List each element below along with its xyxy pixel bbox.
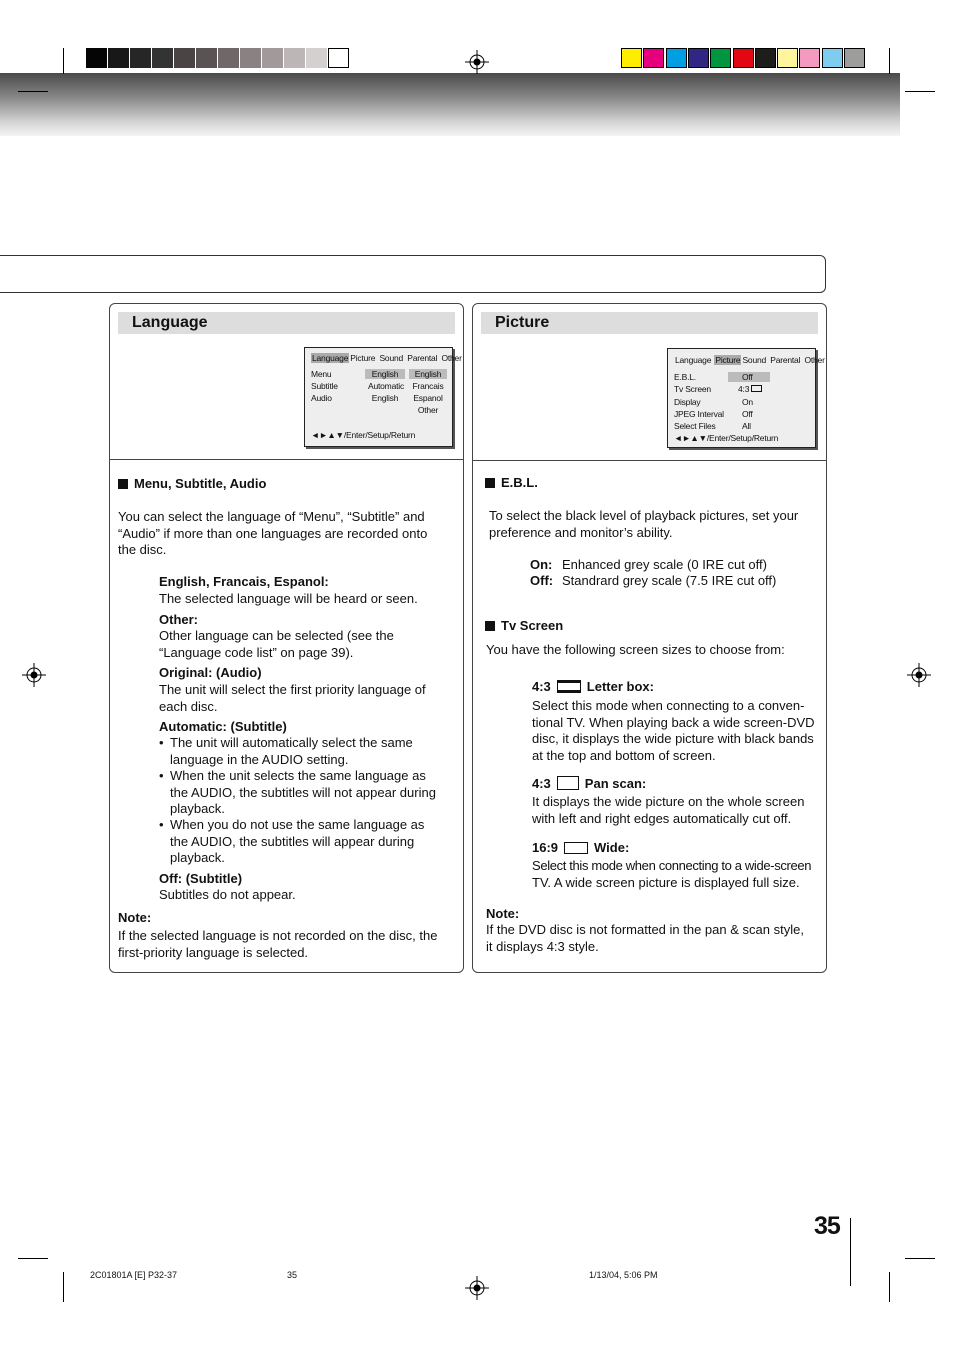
gray-swatch [130, 48, 151, 68]
osd-value: 4:3 [738, 384, 762, 394]
option-label: On: [530, 557, 553, 572]
section-heading: E.B.L. [485, 475, 538, 492]
gray-swatch [328, 48, 349, 68]
option-text: TV. A wide screen picture is displayed full size. [532, 875, 800, 890]
note-text: it displays 4:3 style. [486, 938, 599, 954]
option-title: 4:3 Pan scan: [532, 776, 647, 791]
color-swatch [733, 48, 754, 68]
color-swatch [844, 48, 865, 68]
option-text: language in the AUDIO setting. [170, 751, 349, 767]
osd-label: JPEG Interval [674, 409, 724, 419]
bullet-icon: • [159, 817, 164, 832]
option-text: tional TV. When playing back a wide screen-DVD [532, 714, 815, 730]
option-text: playback. [170, 850, 225, 865]
osd-value: All [742, 421, 751, 431]
panel-title: Picture [481, 312, 818, 334]
option-title: 16:9 Wide: [532, 840, 630, 855]
option-text: playback. [170, 801, 225, 816]
footer-page: 35 [287, 1270, 298, 1280]
square-bullet-icon [485, 478, 495, 488]
footer-code: 2C01801A [E] P32-37 [90, 1270, 178, 1280]
note-text: first-priority language is selected. [118, 944, 309, 960]
registration-mark-icon [465, 50, 489, 74]
osd-option: Espanol [413, 393, 443, 403]
gray-swatch [240, 48, 261, 68]
bullet-icon: • [159, 768, 164, 783]
note-title: Note: [118, 910, 152, 925]
option-text: It displays the wide picture on the whole screen [532, 794, 805, 809]
color-swatch [755, 48, 776, 68]
picture-panel [472, 303, 827, 973]
crop-mark [63, 48, 64, 74]
osd-tab: Sound [742, 355, 767, 365]
panel-divider [110, 459, 463, 460]
intro-line: You can select the language of “Menu”, “Subtitle” and [118, 509, 425, 524]
osd-tab: Sound [379, 353, 404, 363]
option-title: Off: (Subtitle) [159, 871, 243, 886]
crop-mark [18, 91, 48, 92]
color-swatch [710, 48, 731, 68]
option-text: at the top and bottom of screen. [532, 747, 716, 763]
option-text: Other language can be selected (see the [159, 628, 394, 643]
osd-tabs [311, 353, 463, 363]
color-swatch [666, 48, 687, 68]
option-text: The unit will select the first priority language of [159, 682, 426, 697]
square-bullet-icon [485, 621, 495, 631]
osd-tab: Other [804, 355, 825, 365]
osd-option: English [409, 369, 447, 379]
gray-swatch [218, 48, 239, 68]
header-band [0, 73, 900, 136]
page-number-rule [850, 1218, 851, 1286]
osd-option: Francais [412, 381, 444, 391]
option-text: Select this mode when connecting to a wide-screen [532, 858, 812, 873]
language-panel [109, 303, 464, 973]
option-text: Subtitles do not appear. [159, 887, 296, 902]
osd-tab: Language [312, 353, 349, 363]
osd-tab: Parental [407, 353, 438, 363]
color-swatch [799, 48, 820, 68]
section-heading: Menu, Subtitle, Audio [118, 476, 266, 493]
osd-label: Display [674, 396, 701, 407]
picture-osd-menu [667, 348, 825, 448]
crop-mark [889, 48, 890, 74]
osd-tabs [674, 355, 826, 365]
option-label: Off: [530, 573, 554, 588]
gray-swatch [196, 48, 217, 68]
crop-mark [905, 1258, 935, 1259]
osd-footer: ◄►▲▼/Enter/Setup/Return [674, 433, 779, 443]
option-title: 4:3 Letter box: [532, 679, 654, 694]
registration-mark-icon [465, 1276, 489, 1300]
option-text: disc, it displays the wide picture with black bands [532, 731, 814, 746]
letterbox-icon [557, 680, 581, 693]
option-title: Other: [159, 612, 198, 627]
color-swatch [822, 48, 843, 68]
panel-divider [473, 460, 826, 461]
body-text: You have the following screen sizes to choose from: [486, 642, 785, 657]
osd-value: Off [742, 409, 753, 419]
section-bar [0, 255, 826, 293]
osd-value: English [371, 393, 399, 403]
square-bullet-icon [118, 479, 128, 489]
option-text: When the unit selects the same language as [170, 768, 426, 783]
osd-label: Tv Screen [674, 384, 711, 394]
crop-mark [905, 91, 935, 92]
option-text: Enhanced grey scale (0 IRE cut off) [562, 557, 767, 572]
osd-tab: Language [675, 355, 712, 365]
note-text: If the selected language is not recorded on the disc, the [118, 928, 438, 943]
osd-value: Automatic [368, 381, 404, 391]
osd-value: Off [728, 372, 770, 382]
screen-icon [751, 385, 762, 392]
body-text: preference and monitor’s ability. [489, 524, 673, 540]
color-swatch [621, 48, 642, 68]
osd-label: Subtitle [311, 381, 338, 391]
body-text: To select the black level of playback pictures, set your [489, 508, 799, 523]
osd-tab: Other [441, 353, 462, 363]
gray-swatch [152, 48, 173, 68]
intro-line: “Audio” if more than one languages are recorded onto [118, 525, 428, 541]
color-swatch [688, 48, 709, 68]
osd-label: Audio [311, 393, 332, 403]
gray-swatch [86, 48, 107, 68]
osd-label: E.B.L. [674, 372, 696, 382]
option-text: the AUDIO, the subtitles will not appear during [170, 784, 436, 800]
gray-swatch [108, 48, 129, 68]
crop-mark [889, 1272, 890, 1302]
option-text: Standrard grey scale (7.5 IRE cut off) [562, 573, 777, 588]
note-text: If the DVD disc is not formatted in the pan & scan style, [486, 922, 804, 937]
crop-mark [63, 1272, 64, 1302]
osd-option: Other [417, 405, 439, 415]
color-swatch [777, 48, 798, 68]
gray-swatch [284, 48, 305, 68]
option-text: Select this mode when connecting to a conven- [532, 698, 805, 713]
osd-tab: Picture [350, 353, 376, 363]
option-text: with left and right edges automatically cut off. [532, 810, 792, 826]
osd-value: On [742, 396, 753, 407]
note-title: Note: [486, 906, 520, 921]
bullet-icon: • [159, 735, 164, 750]
footer-date: 1/13/04, 5:06 PM [589, 1270, 658, 1280]
osd-tab: Picture [715, 355, 741, 365]
registration-mark-icon [22, 663, 46, 687]
registration-mark-icon [907, 663, 931, 687]
option-text: When you do not use the same language as [170, 817, 425, 832]
widescreen-icon [564, 842, 588, 854]
intro-line: the disc. [118, 542, 167, 557]
osd-label: Menu [311, 369, 332, 379]
language-osd-menu [304, 347, 462, 447]
option-text: each disc. [159, 698, 218, 714]
option-title: English, Francais, Espanol: [159, 574, 329, 589]
page-number: 35 [814, 1212, 840, 1240]
option-title: Automatic: (Subtitle) [159, 719, 287, 734]
option-text: The unit will automatically select the same [170, 735, 413, 750]
color-swatch [643, 48, 664, 68]
option-text: The selected language will be heard or seen. [159, 591, 418, 606]
osd-label: Select Files [674, 421, 716, 431]
option-text: “Language code list” on page 39). [159, 644, 354, 660]
gray-swatch [306, 48, 327, 68]
option-title: Original: (Audio) [159, 665, 262, 680]
option-text: the AUDIO, the subtitles will appear during [170, 833, 415, 849]
gray-swatch [174, 48, 195, 68]
osd-footer: ◄►▲▼/Enter/Setup/Return [311, 430, 416, 440]
osd-tab: Parental [770, 355, 801, 365]
osd-value: English [365, 369, 405, 379]
panscan-icon [557, 776, 579, 790]
crop-mark [18, 1258, 48, 1259]
section-heading: Tv Screen [485, 618, 563, 635]
panel-title: Language [118, 312, 455, 334]
gray-swatch [262, 48, 283, 68]
